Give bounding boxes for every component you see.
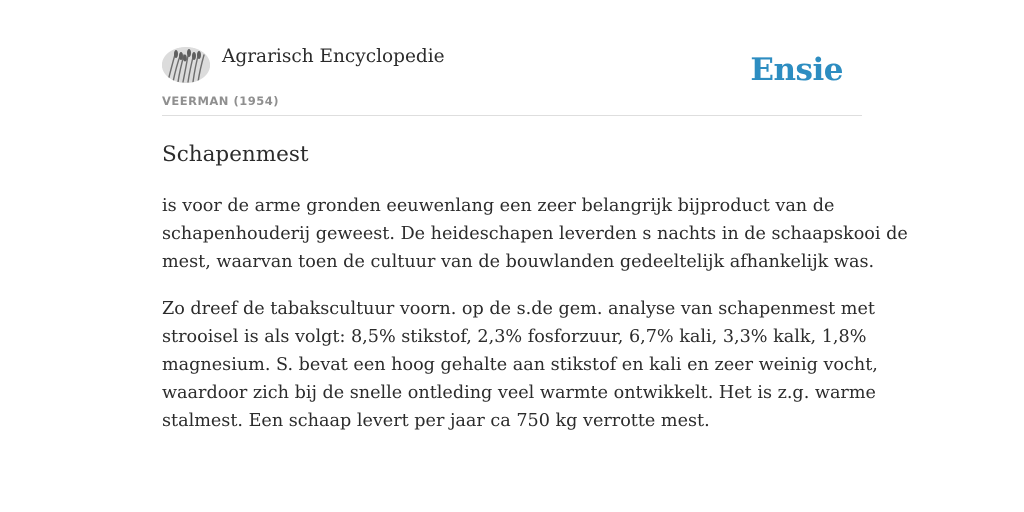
paragraph-line: schapenhouderij geweest. De heideschapen leverden s nachts in de schaapskooi de: [162, 224, 908, 244]
article-paragraph: [162, 295, 878, 435]
paragraph-line: is voor de arme gronden eeuwenlang een zeer belangrijk bijproduct van de: [162, 196, 835, 216]
ensie-logo[interactable]: Ensie: [750, 52, 843, 88]
source-author-year: VEERMAN (1954): [162, 94, 279, 108]
source-title[interactable]: Agrarisch Encyclopedie: [222, 46, 445, 67]
paragraph-line: stalmest. Een schaap levert per jaar ca 750 kg verrotte mest.: [162, 411, 710, 431]
paragraph-line: Zo dreef de tabakscultuur voorn. op de s.de gem. analyse van schapenmest met: [162, 299, 875, 319]
article: [162, 140, 908, 454]
wheat-sheaf-icon[interactable]: [162, 47, 210, 83]
source-header: [162, 46, 862, 116]
paragraph-line: magnesium. S. bevat een hoog gehalte aan stikstof en kali en zeer weinig vocht,: [162, 355, 878, 375]
article-title: Schapenmest: [162, 142, 309, 167]
paragraph-line: mest, waarvan toen de cultuur van de bouwlanden gedeeltelijk afhankelijk was.: [162, 252, 875, 272]
article-paragraph: [162, 192, 908, 276]
paragraph-line: strooisel is als volgt: 8,5% stikstof, 2,3% fosforzuur, 6,7% kali, 3,3% kalk, 1,8%: [162, 327, 867, 347]
paragraph-line: waardoor zich bij de snelle ontleding veel warmte ontwikkelt. Het is z.g. warme: [162, 383, 876, 403]
